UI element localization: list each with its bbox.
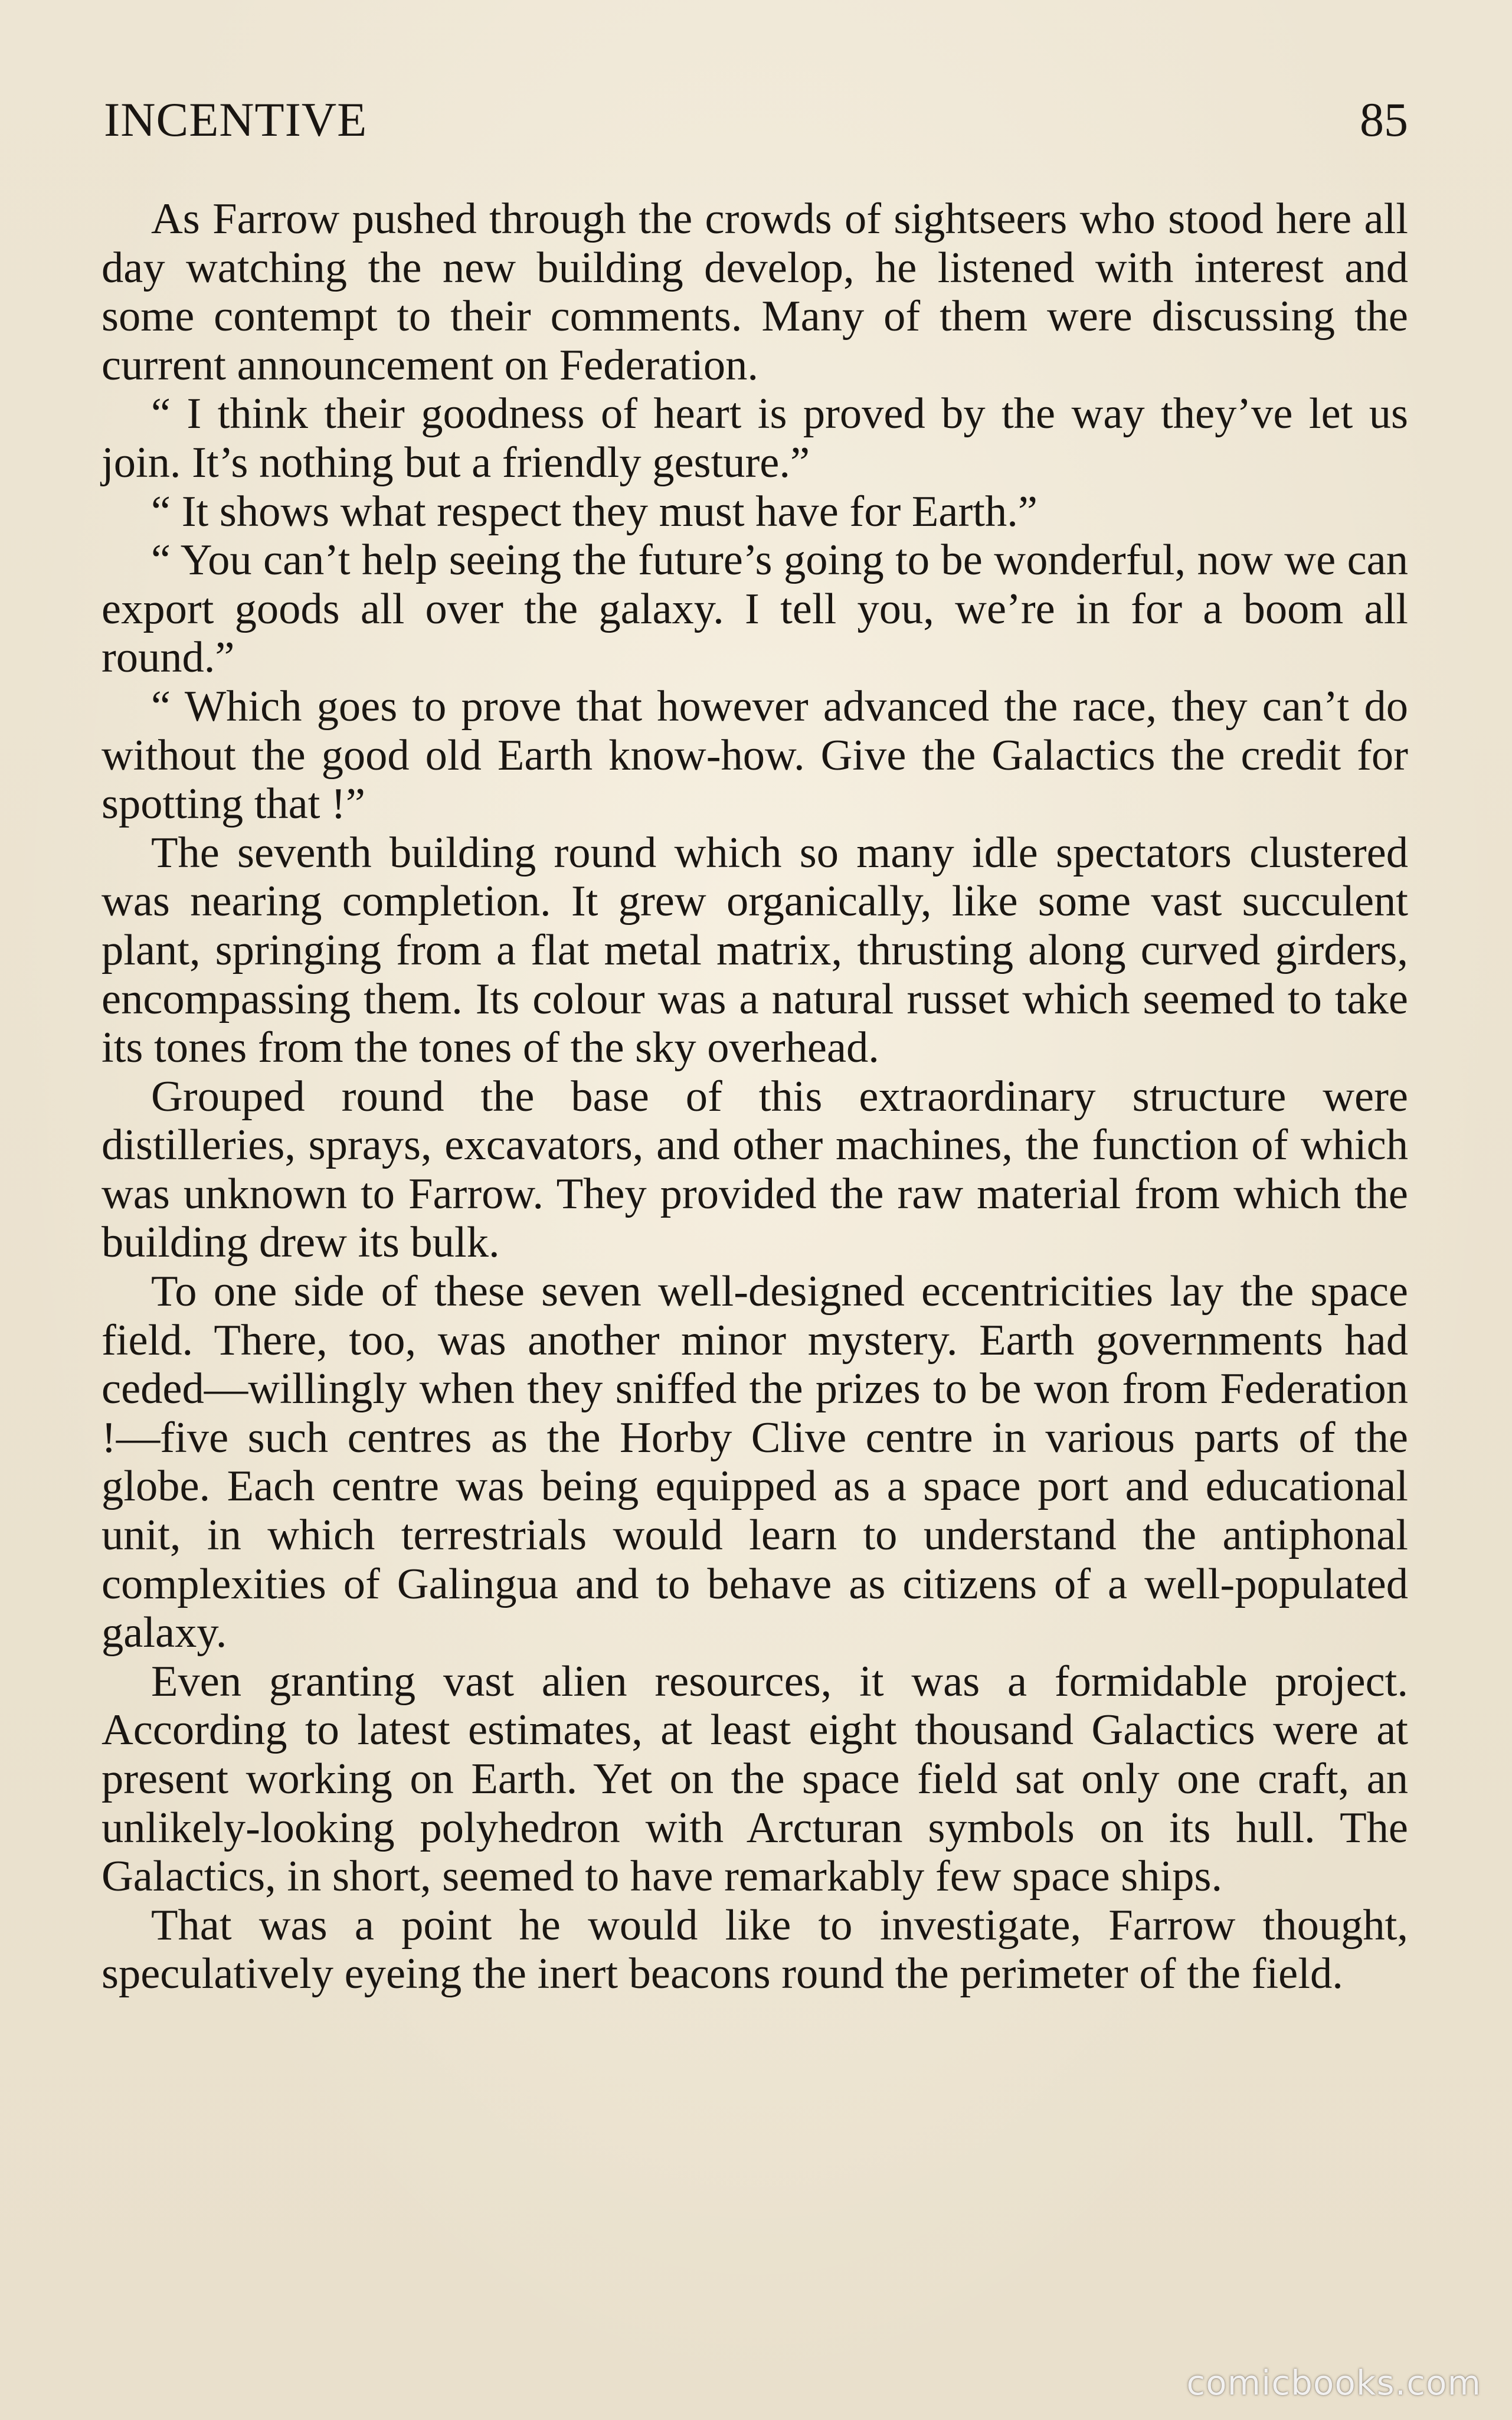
- paragraph: To one side of these seven well-designed eccentricities lay the space field. There, too, was another minor mystery. Earth governments had ceded—willingly when they sniffed the prizes to be won from Federation !—five such centres as the Horby Clive centre in various parts of the globe. Each centre was being equipped as a space port and educational unit, in which terrestrials would learn to understand the antiphonal complexities of Galingua and to behave as citizens of a well-populated galaxy.: [102, 1267, 1408, 1657]
- page-header: [104, 87, 1408, 152]
- page-number: 85: [1360, 93, 1408, 146]
- running-head: INCENTIVE: [104, 93, 368, 146]
- paragraph: Grouped round the base of this extraordinary structure were distilleries, sprays, excavators, and other machines, the function of which was unknown to Farrow. They provided the raw material from which the building drew its bulk.: [102, 1072, 1408, 1267]
- body-text: [102, 195, 1408, 1999]
- paragraph: Even granting vast alien resources, it was a formidable project. According to latest estimates, at least eight thousand Galactics were at present working on Earth. Yet on the space field sat only one craft, an unlikely-looking polyhedron with Arcturan symbols on its hull. The Galactics, in short, seemed to have remarkably few space ships.: [102, 1657, 1408, 1901]
- paragraph: “ Which goes to prove that however advanced the race, they can’t do without the good old Earth know-how. Give the Galactics the credit for spotting that !”: [102, 682, 1408, 829]
- paragraph: “ You can’t help seeing the future’s going to be wonderful, now we can export goods all over the galaxy. I tell you, we’re in for a boom all round.”: [102, 536, 1408, 682]
- paragraph: The seventh building round which so many idle spectators clustered was nearing completion. It grew organically, like some vast succulent plant, springing from a flat metal matrix, thrusting along curved girders, encompassing them. Its colour was a natural russet which seemed to take its tones from the tones of the sky overhead.: [102, 828, 1408, 1072]
- paragraph: As Farrow pushed through the crowds of sightseers who stood here all day watching the new building develop, he listened with interest and some contempt to their comments. Many of them were discussing the current announcement on Federation.: [102, 195, 1408, 390]
- paragraph: “ It shows what respect they must have for Earth.”: [151, 487, 1038, 536]
- watermark: comicbooks.com: [1186, 2363, 1481, 2403]
- paragraph: “ I think their goodness of heart is proved by the way they’ve let us join. It’s nothing but a friendly gesture.”: [102, 390, 1408, 487]
- paragraph: That was a point he would like to investigate, Farrow thought, speculatively eyeing the inert beacons round the perimeter of the field.: [102, 1901, 1408, 1999]
